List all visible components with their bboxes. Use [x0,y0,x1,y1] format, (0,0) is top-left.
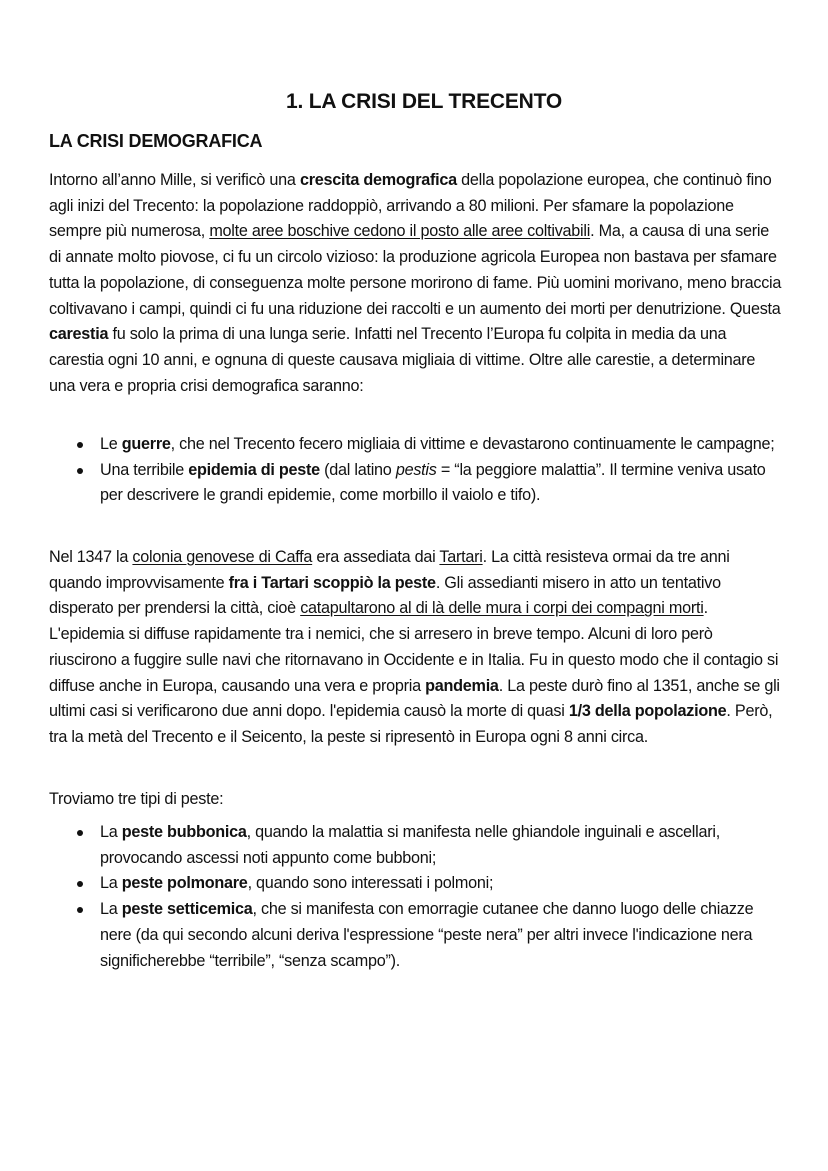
emphasis-text: crescita demografica [299,171,457,189]
list-item-text: Una terribile epidemia di peste (dal latino pestis = “la peggiore malattia”. Il termine veniva usato per descrivere le grandi epidemie, come morbillo il vaiolo e tifo). [100,460,766,505]
list-item [49,432,784,458]
causes-list-container [49,432,784,509]
list-item [49,820,784,871]
list-item [49,871,784,897]
bullet-icon [77,830,83,836]
emphasis-text: peste polmonare [121,874,248,893]
causes-list [49,432,784,509]
bullet-icon [77,881,83,887]
emphasis-text: fra i Tartari scoppiò la peste [228,573,436,592]
intro-paragraph [49,168,784,399]
emphasis-text: Tartari [439,548,483,566]
emphasis-text: 1/3 della popolazione [568,702,727,721]
plague-types-intro [49,787,784,813]
paragraph-text: Intorno all’anno Mille, si verificò una crescita demografica della popolazione europea, che continuò fino agli inizi del Trecento: la popolazione raddoppiò, arrivando a 80 milioni. Per sfamare la popolazione sempre più numerosa, molte aree boschive cedono il posto alle aree coltivabili. Ma, a causa di una serie di annate molto piovose, ci fu un circolo vizioso: la produzione agricola Europea non bastava per sfamare tutta la popolazione, di conseguenza molte persone morirono di fame. Più uomini morivano, meno braccia coltivavano i campi, quindi ci fu una riduzione dei raccolti e un aumento dei morti per denutrizione. Questa carestia fu solo la prima di una lunga serie. Infatti nel Trecento l’Europa fu colpita in media da una carestia ogni 10 anni, e ognuna di queste causava migliaia di vittime. Oltre alle carestie, a determinare una vera e propria crisi demografica saranno: [49,171,782,395]
list-item [49,458,784,509]
paragraph-text: Nel 1347 la colonia genovese di Caffa era assediata dai Tartari. La città resisteva ormai da tre anni quando improvvisamente fra i Tartari scoppiò la peste. Gli assedianti misero in atto un tentativo disperato per prendersi la città, cioè catapultarono al di là delle mura i corpi dei compagni morti. L'epidemia si diffuse rapidamente tra i nemici, che si arresero in breve tempo. Alcuni di loro però riuscirono a fuggire sulle navi che ritornavano in Occidente e in Italia. Fu in questo modo che il contagio si diffuse anche in Europa, causando una vera e propria pandemia. La peste durò fino al 1351, anche se gli ultimi casi si verificarono due anni dopo. l'epidemia causò la morte di quasi 1/3 della popolazione. Però, tra la metà del Trecento e il Seicento, la peste si ripresentò in Europa ogni 8 anni circa. [49,548,780,746]
list-item-text: Le guerre, che nel Trecento fecero migliaia di vittime e devastarono continuamente le campagne; [100,435,775,453]
emphasis-text: molte aree boschive cedono il posto alle aree coltivabili [209,222,591,241]
page-title: 1. LA CRISI DEL TRECENTO [285,90,562,113]
plague-types-container [49,820,784,974]
emphasis-text: epidemia di peste [188,460,320,479]
list-item-text: La peste setticemica, che si manifesta con emorragie cutanee che danno luogo delle chiazze nere (da qui secondo alcuni deriva l'espressione “peste nera” per altri invece l'indicazione nera significherebbe “terribile”, “senza scampo”). [100,900,754,970]
plague-types-list [49,820,784,974]
caffa-paragraph [49,545,784,751]
emphasis-text: peste bubbonica [121,823,247,841]
list-item [49,897,784,974]
bullet-icon [77,907,83,913]
list-item-text: La peste polmonare, quando sono interessati i polmoni; [100,874,494,893]
emphasis-text: peste setticemica [121,900,253,919]
list-item-text: La peste bubbonica, quando la malattia si manifesta nelle ghiandole inguinali e ascellari, provocando ascessi noti appunto come bubboni; [100,823,720,867]
emphasis-text: pestis [395,460,437,479]
emphasis-text: catapultarono al di là delle mura i corpi dei compagni morti [300,599,704,618]
emphasis-text: carestia [49,325,109,344]
section-heading: LA CRISI DEMOGRAFICA [49,131,263,151]
emphasis-text: pandemia [425,676,499,695]
bullet-icon [77,468,83,474]
bullet-icon [77,442,83,448]
paragraph-text: Troviamo tre tipi di peste: [49,790,224,808]
emphasis-text: colonia genovese di Caffa [132,548,313,566]
emphasis-text: guerre [121,435,171,453]
